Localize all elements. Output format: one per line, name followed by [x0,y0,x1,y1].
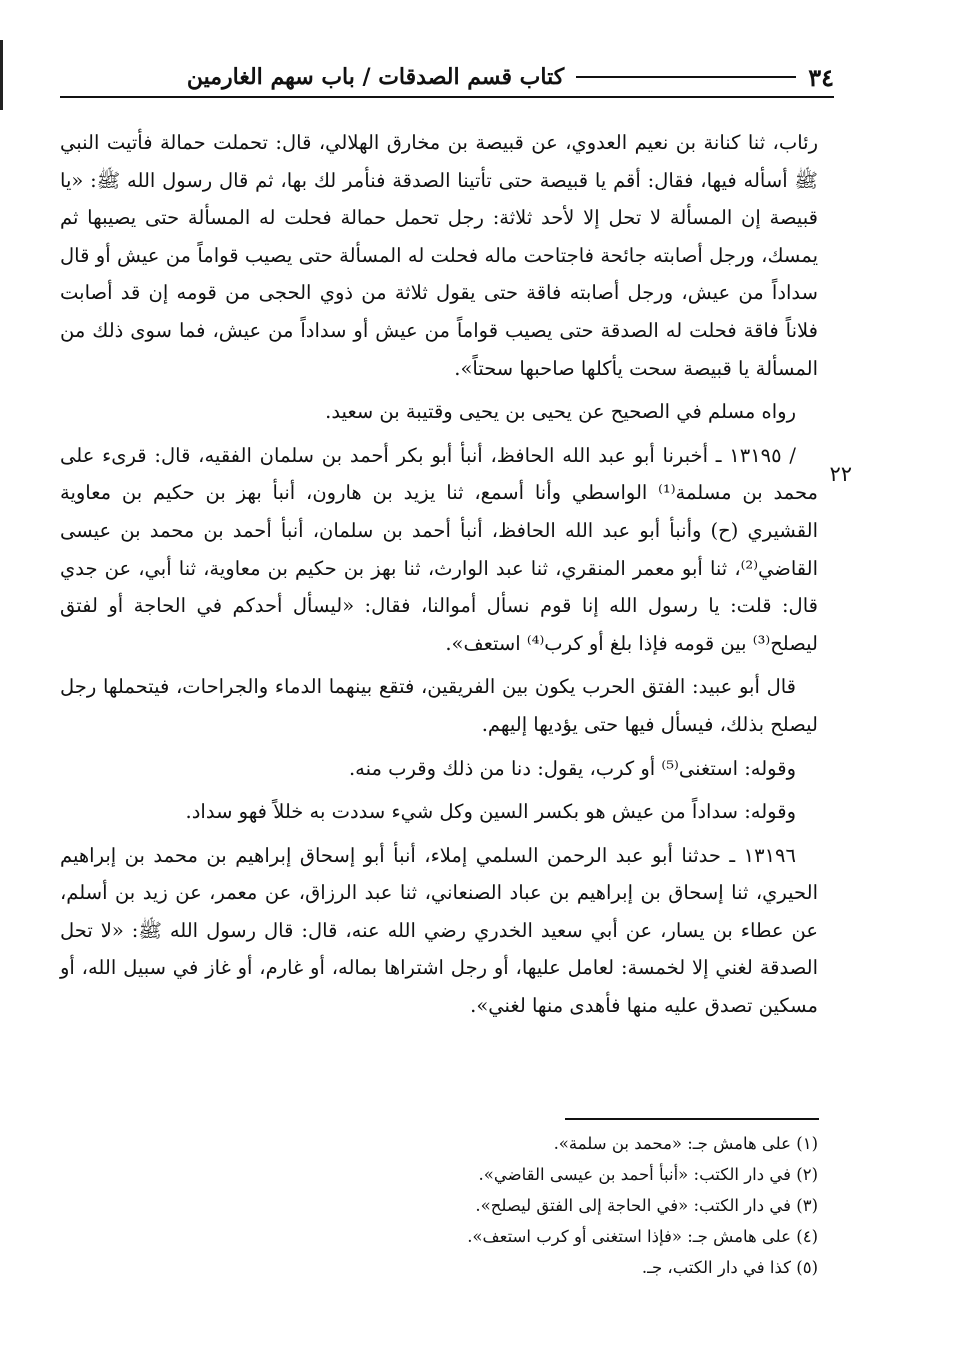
chapter-title: كتاب قسم الصدقات / باب سهم الغارمين [186,64,565,90]
page-edge-mark [0,40,3,110]
footnote-5: (٥) كذا في دار الكتب، جـ. [641,1258,818,1277]
margin-reference-number: ٢٢ [829,462,852,486]
paragraph-hadith-qabisa: رئاب، ثنا كنانة بن نعيم العدوي، عن قبيصة بن مخارق الهلالي، قال: تحملت حمالة فأتيت النبي ﷺ أسأله فيها، فقال: أقم يا قبيصة حتى تأتينا الصدقة فنأمر لك بها، ثم قال رسول الله ﷺ: «يا قبيصة إن المسألة لا تحل إلا لأحد ثلاثة: رجل تحمل حمالة فحلت له المسألة حتى يصيبها ثم يمسك، ورجل أصابته جائحة فاجتاحت ماله فحلت له المسألة حتى يصيب قواماً من عيش أو قال سداداً من عيش، ورجل أصابته فاقة حتى يقول ثلاثة من ذوي الحجى من قومه إن قد أصابت فلاناً فاقة فحلت له الصدقة حتى يصيب قواماً من عيش أو سداداً من عيش، فما سوى ذلك من المسألة يا قبيصة سحت يأكلها صاحبها سحتاً». [60,131,818,380]
paragraph-narration-source: رواه مسلم في الصحيح عن يحيى بن يحيى وقتيبة بن سعيد. [325,400,796,424]
footnote-rule [565,1118,819,1120]
header-rule [576,76,796,78]
paragraph-istaghna: وقوله: استغنى⁽⁵⁾ أو كرب، يقول: دنا من ذلك وقرب منه. [348,756,796,780]
footnote-4: (٤) على هامش جـ: «فإذا استغنى أو كرب استعف». [467,1227,818,1246]
paragraph-sidad: وقوله: سداداً من عيش هو بكسر السين وكل شيء سددت به خللاً فهو سداد. [185,800,796,824]
footnote-3: (٣) في دار الكتب: «في الحاجة إلى الفتق ليصلح». [475,1196,818,1215]
running-header [60,58,834,98]
page-number: ٣٤ [808,62,834,92]
footnotes [400,1128,818,1283]
paragraph-hadith-13196: ١٣١٩٦ ـ حدثنا أبو عبد الرحمن السلمي إملاء، أنبأ أبو إسحاق إبراهيم بن محمد بن إبراهيم الحيري، ثنا إسحاق بن إبراهيم بن عباد الصنعاني، ثنا عبد الرزاق، عن معمر، عن زيد بن أسلم، عن عطاء بن يسار، عن أبي سعيد الخدري رضي الله عنه، قال: قال رسول الله ﷺ: «لا تحل الصدقة لغني إلا لخمسة: لعامل عليها، أو رجل اشتراها بماله، أو غارم، أو غاز في سبيل الله، أو مسكين تصدق عليه منها فأهدى منها لغني». [60,843,818,1018]
paragraph-hadith-13195: / ١٣١٩٥ ـ أخبرنا أبو عبد الله الحافظ، أنبأ أبو بكر أحمد بن سلمان الفقيه، قال: قرىء على محمد بن مسلمة⁽¹⁾ الواسطي وأنا أسمع، ثنا يزيد بن هارون، أنبأ بهز بن حكيم بن معاوية القشيري (ح) وأنبأ أبو عبد الله الحافظ، أنبأ أحمد بن سلمان، أنبأ أحمد بن محمد بن عيسى القاضي⁽²⁾، ثنا أبو معمر المنقري، ثنا عبد الوارث، ثنا بهز بن حكيم بن معاوية، ثنا أبي، عن جدي قال: قلت: يا رسول الله إنا قوم نسأل أموالنا، فقال: «ليسأل أحدكم في الحاجة أو لفتق ليصلح⁽³⁾ بين قومه فإذا بلغ أو كرب⁽⁴⁾ استعف». [60,443,818,655]
footnote-2: (٢) في دار الكتب: «أنبأ أحمد بن عيسى القاضي». [478,1165,818,1184]
main-text [60,124,818,1031]
footnote-1: (١) على هامش جـ: «محمد بن سلمة». [553,1134,818,1153]
paragraph-abu-ubaid: قال أبو عبيد: الفتق الحرب يكون بين الفريقين، فتقع بينهما الدماء والجراحات، فيتحملها رجل ليصلح بذلك، فيسأل فيها حتى يؤديها إليهم. [60,675,818,736]
